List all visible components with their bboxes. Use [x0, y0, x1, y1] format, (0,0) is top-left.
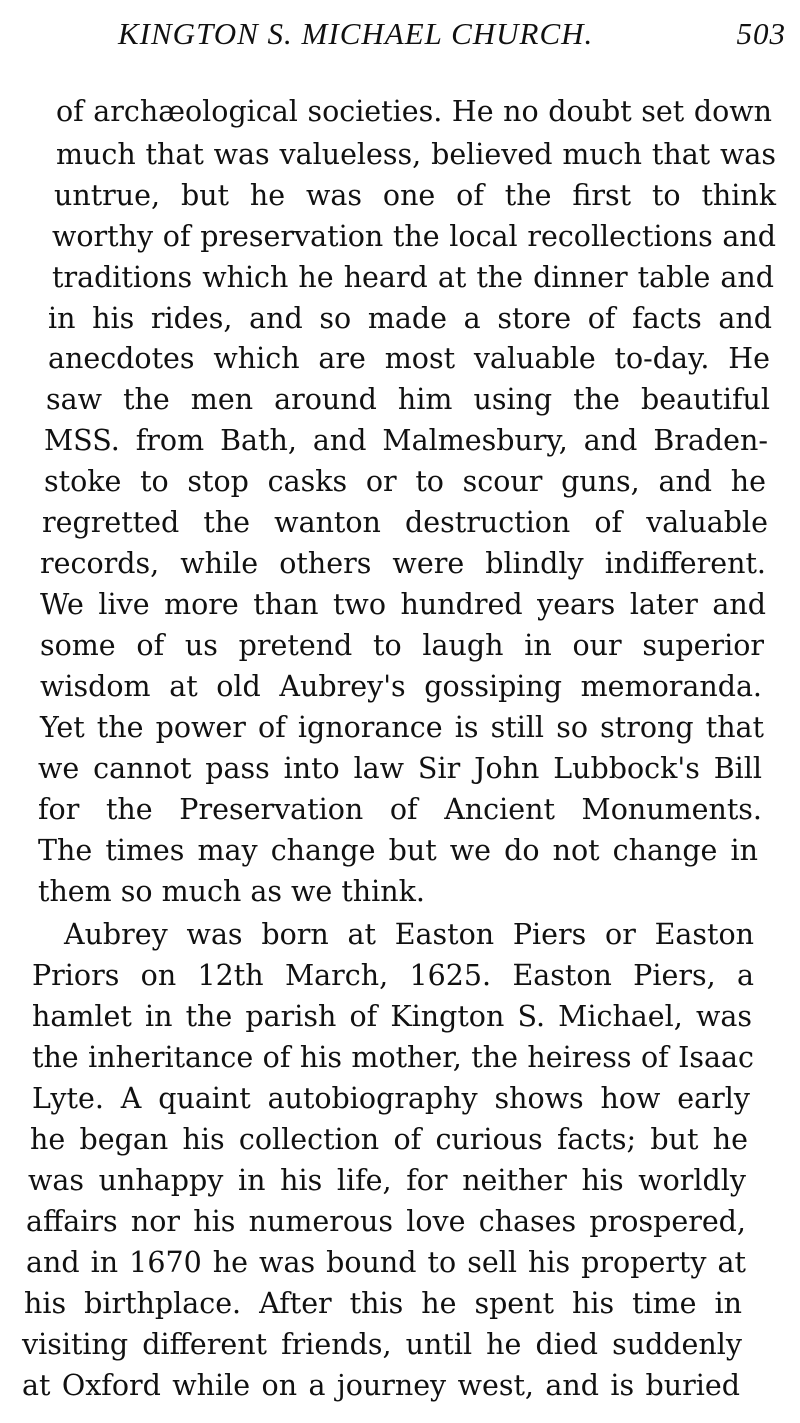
text-line: traditions which he heard at the dinner table and: [52, 261, 774, 294]
text-line: saw the men around him using the beautiful: [46, 383, 770, 416]
text-line: we cannot pass into law Sir John Lubbock's Bill: [38, 752, 762, 785]
text-line: his birthplace. After this he spent his time in: [24, 1287, 742, 1320]
text-line: hamlet in the parish of Kington S. Michael, was: [32, 1000, 752, 1033]
text-line: them so much as we think.: [38, 875, 425, 908]
text-line: stoke to stop casks or to scour guns, and he: [44, 465, 766, 498]
text-line: Yet the power of ignorance is still so strong that: [40, 711, 764, 744]
text-line: Priors on 12th March, 1625. Easton Piers, a: [32, 959, 754, 992]
text-line: regretted the wanton destruction of valuable: [42, 506, 768, 539]
text-line: he began his collection of curious facts; but he: [30, 1123, 748, 1156]
text-line: for the Preservation of Ancient Monuments.: [38, 793, 762, 826]
text-line: wisdom at old Aubrey's gossiping memoranda.: [40, 670, 762, 703]
running-head: [118, 16, 786, 56]
text-line: the inheritance of his mother, the heiress of Isaac: [32, 1041, 754, 1074]
text-line: at Oxford while on a journey west, and is buried: [22, 1369, 740, 1402]
text-line: visiting different friends, until he died suddenly: [22, 1328, 742, 1361]
text-line: affairs nor his numerous love chases prospered,: [26, 1205, 746, 1238]
text-line: much that was valueless, believed much that was: [56, 138, 776, 171]
text-line: worthy of preservation the local recollections and: [52, 220, 776, 253]
text-line: The times may change but we do not change in: [38, 834, 758, 867]
text-line: and in 1670 he was bound to sell his property at: [26, 1246, 746, 1279]
text-line: untrue, but he was one of the first to think: [54, 179, 776, 212]
text-line: some of us pretend to laugh in our superior: [40, 629, 764, 662]
text-line: anecdotes which are most valuable to-day. He: [48, 342, 770, 375]
text-line: MSS. from Bath, and Malmesbury, and Braden-: [44, 424, 768, 457]
text-line: We live more than two hundred years later and: [40, 588, 766, 621]
text-line: Aubrey was born at Easton Piers or Easton: [64, 918, 754, 951]
text-line: records, while others were blindly indifferent.: [40, 547, 766, 580]
text-line: in his rides, and so made a store of facts and: [48, 302, 772, 335]
running-title: KINGTON S. MICHAEL CHURCH.: [118, 16, 594, 51]
text-line: was unhappy in his life, for neither his worldly: [28, 1164, 746, 1197]
text-line: Lyte. A quaint autobiography shows how early: [32, 1082, 750, 1115]
page-number: 503: [736, 16, 786, 51]
text-line: of archæological societies. He no doubt set down: [56, 95, 772, 128]
